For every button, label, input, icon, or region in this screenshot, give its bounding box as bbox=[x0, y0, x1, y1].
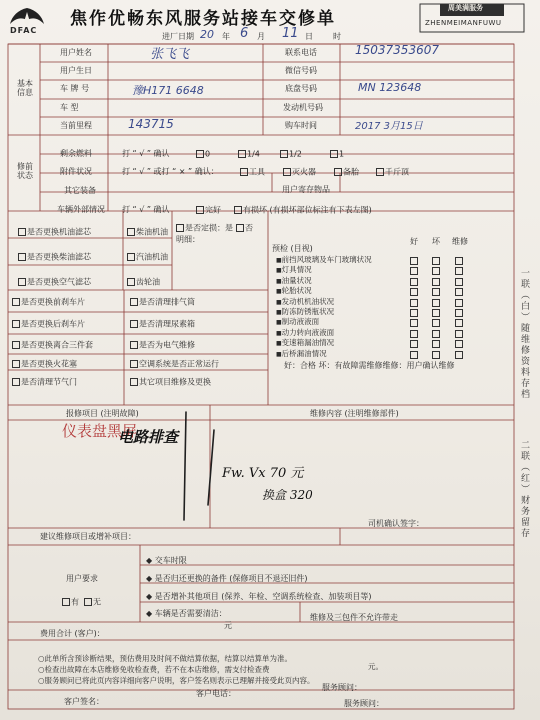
bullet-icon: ■ bbox=[276, 298, 282, 306]
bullet-icon: ■ bbox=[276, 288, 282, 296]
purchase-value: 2017 3月15日 bbox=[355, 121, 423, 132]
date-label: 进厂日期 bbox=[162, 32, 194, 41]
user-name-label: 用户姓名 bbox=[60, 48, 92, 57]
precheck-good-checkbox[interactable] bbox=[410, 340, 418, 348]
req-clean: ◆ 车辆是否需要清洁： bbox=[146, 609, 227, 618]
precheck-good-checkbox[interactable] bbox=[410, 299, 418, 307]
accessory-option-spare-tire[interactable]: 备胎 bbox=[334, 168, 359, 177]
precheck-item-label: 动力转向液液面 bbox=[281, 327, 335, 337]
option-spark-plug[interactable]: 是否更换火花塞 bbox=[12, 360, 77, 369]
precheck-item-label: 轮胎状况 bbox=[281, 286, 312, 296]
accessory-option-jack[interactable]: 千斤顶 bbox=[376, 168, 409, 177]
bullet-icon: ■ bbox=[276, 329, 282, 337]
precheck-item bbox=[276, 318, 319, 327]
date-day-unit: 日 bbox=[305, 32, 313, 41]
precheck-title: 预检 (目视) bbox=[272, 244, 313, 253]
precheck-col-good: 好 bbox=[410, 237, 418, 246]
logo-text: DFAC bbox=[10, 26, 38, 35]
precheck-good-checkbox[interactable] bbox=[410, 278, 418, 286]
condition-section-label: 修前状态 bbox=[17, 162, 33, 180]
req-deadline: ◆ 交车时限 bbox=[146, 556, 187, 565]
precheck-good-checkbox[interactable] bbox=[410, 309, 418, 317]
form-title: 焦作优畅东风服务站接车交修单 bbox=[70, 9, 336, 29]
option-front-brake[interactable]: 是否更换前刹车片 bbox=[12, 298, 85, 307]
precheck-item-label: 后桥漏油情况 bbox=[281, 348, 327, 358]
written-fee-2: 换盒 320 bbox=[262, 488, 313, 502]
req-return-parts: ◆ 是否归还更换的备件 (保修项目不退还旧件) bbox=[146, 574, 308, 583]
precheck-item bbox=[276, 298, 334, 307]
req-yes[interactable]: 有 bbox=[62, 598, 79, 607]
fixed-loss-label[interactable]: 是否定损：是 否 bbox=[176, 224, 253, 233]
engine-label: 发动机号码 bbox=[283, 103, 323, 112]
model-label: 车 型 bbox=[60, 103, 79, 112]
precheck-repair-checkbox[interactable] bbox=[455, 319, 463, 327]
user-name-value: 张飞飞 bbox=[150, 47, 190, 62]
mileage-label: 当前里程 bbox=[60, 121, 92, 130]
chassis-label: 底盘号码 bbox=[285, 84, 317, 93]
precheck-bad-checkbox[interactable] bbox=[432, 299, 440, 307]
fault-written: 仪表盘黑屏 bbox=[62, 422, 138, 440]
stamp-sub: ZHENMEIMANFUWU bbox=[425, 19, 502, 27]
adviser-label-2: 服务顾问： bbox=[344, 699, 384, 708]
precheck-good-checkbox[interactable] bbox=[410, 330, 418, 338]
precheck-bad-checkbox[interactable] bbox=[432, 351, 440, 359]
customer-phone-label: 客户电话： bbox=[196, 689, 236, 698]
req-no[interactable]: 无 bbox=[84, 598, 101, 607]
precheck-item-label: 灯具情况 bbox=[281, 265, 312, 275]
precheck-item-label: 前挡风玻璃及车门玻璃状况 bbox=[281, 255, 372, 264]
date-month-value: 6 bbox=[240, 26, 249, 41]
plate-value: 豫H171 6648 bbox=[132, 84, 204, 97]
oil-diesel[interactable]: 柴油机油 bbox=[127, 228, 168, 237]
bullet-icon: ■ bbox=[276, 277, 282, 285]
bullet-icon: ■ bbox=[276, 340, 282, 348]
mileage-value: 143715 bbox=[128, 117, 174, 131]
written-fee-1: Fw. Vx 70 元 bbox=[222, 466, 304, 481]
accessory-option-tools[interactable]: 工具 bbox=[240, 168, 265, 177]
phone-value: 15037353607 bbox=[355, 43, 439, 57]
bullet-icon: ■ bbox=[276, 267, 282, 275]
option-other[interactable]: 其它项目维修及更换 bbox=[130, 378, 211, 387]
precheck-footer: 好：合格 坏：有故障需维修维修：用户确认维修 bbox=[284, 361, 455, 370]
exterior-text: 打 “ √ ” 确认 bbox=[122, 205, 170, 214]
fuel-label: 剩余燃料 bbox=[60, 149, 92, 158]
precheck-repair-checkbox[interactable] bbox=[455, 267, 463, 275]
note-2-unit: 元。 bbox=[368, 662, 383, 671]
precheck-item bbox=[276, 308, 334, 317]
date-year-value: 20 bbox=[200, 28, 214, 41]
precheck-good-checkbox[interactable] bbox=[410, 288, 418, 296]
option-electrical[interactable]: 是否为电气维修 bbox=[130, 341, 195, 350]
filter-oil[interactable]: 是否更换机油滤芯 bbox=[18, 228, 91, 237]
option-urea[interactable]: 是否清理尿素箱 bbox=[130, 320, 195, 329]
birthday-label: 用户生日 bbox=[60, 66, 92, 75]
precheck-repair-checkbox[interactable] bbox=[455, 257, 463, 265]
precheck-item bbox=[276, 256, 372, 265]
precheck-repair-checkbox[interactable] bbox=[455, 299, 463, 307]
exterior-option-damaged[interactable]: 有损坏 (有损坏部位标注有下表左图) bbox=[234, 206, 372, 215]
precheck-good-checkbox[interactable] bbox=[410, 267, 418, 275]
fuel-option-3[interactable]: 1 bbox=[330, 150, 344, 159]
description-label: 明细： bbox=[176, 235, 200, 244]
req-yuan: 元 bbox=[224, 621, 232, 630]
precheck-bad-checkbox[interactable] bbox=[432, 267, 440, 275]
customer-sign-label: 客户签名： bbox=[64, 697, 104, 706]
dfac-logo bbox=[6, 6, 48, 36]
bullet-icon: ■ bbox=[276, 319, 282, 327]
oil-gasoline[interactable]: 汽油机油 bbox=[127, 253, 168, 262]
precheck-item-label: 发动机机油状况 bbox=[281, 296, 335, 306]
precheck-item-label: 油量状况 bbox=[281, 275, 312, 285]
dongfeng-swallow-icon bbox=[6, 6, 48, 28]
exterior-option-ok[interactable]: 完好 bbox=[196, 206, 221, 215]
date-day-value: 11 bbox=[282, 26, 299, 41]
adviser-label: 服务顾问： bbox=[322, 683, 362, 692]
date-year-unit: 年 bbox=[222, 32, 230, 41]
precheck-repair-checkbox[interactable] bbox=[455, 309, 463, 317]
written-circuit-check: 电路排查 bbox=[118, 428, 179, 446]
date-time-unit: 时 bbox=[333, 32, 341, 41]
precheck-item-label: 变速箱漏油情况 bbox=[281, 338, 335, 348]
fault-label: 报修项目 (注明故障) bbox=[66, 409, 139, 418]
plate-label: 车 牌 号 bbox=[60, 84, 90, 93]
filter-diesel[interactable]: 是否更换柴油滤芯 bbox=[18, 253, 91, 262]
precheck-bad-checkbox[interactable] bbox=[432, 330, 440, 338]
precheck-bad-checkbox[interactable] bbox=[432, 340, 440, 348]
precheck-item bbox=[276, 287, 312, 296]
total-label: 费用合计 (客户)： bbox=[40, 629, 105, 638]
precheck-col-repair: 维修 bbox=[452, 237, 468, 246]
requirements-label: 用户要求 bbox=[66, 574, 98, 583]
fuel-option-2[interactable]: 1/2 bbox=[280, 150, 302, 159]
precheck-item bbox=[276, 266, 312, 275]
accessory-option-extinguisher[interactable]: 灭火器 bbox=[283, 168, 316, 177]
storage-label: 用户寄存物品 bbox=[282, 185, 330, 194]
option-rear-brake[interactable]: 是否更换后刹车片 bbox=[12, 320, 85, 329]
note-2: ○检查出故障在本店维修免收检查费，若不在本店维修，需支付检查费 bbox=[38, 665, 270, 674]
phone-label: 联系电话 bbox=[285, 48, 317, 57]
precheck-good-checkbox[interactable] bbox=[410, 257, 418, 265]
precheck-bad-checkbox[interactable] bbox=[432, 257, 440, 265]
accessory-label: 附件状况 bbox=[60, 167, 92, 176]
stamp-text: 周美满服务 bbox=[448, 4, 483, 12]
other-equipment-label: 其它装备 bbox=[64, 186, 96, 195]
option-exhaust[interactable]: 是否清理排气筒 bbox=[130, 298, 195, 307]
precheck-good-checkbox[interactable] bbox=[410, 319, 418, 327]
wechat-label: 微信号码 bbox=[285, 66, 317, 75]
precheck-good-checkbox[interactable] bbox=[410, 351, 418, 359]
basic-section-label: 基本信息 bbox=[17, 79, 33, 97]
precheck-item-label: 防冻防锈瓶状况 bbox=[281, 307, 335, 316]
note-1: ○此单所含预诊断结果，预估费用及时间不做结算依据，结算以结算单为准。 bbox=[38, 654, 293, 663]
accessory-text: 打 “ √ ” 或打 “ × ” 确认： bbox=[122, 167, 219, 176]
warranty-note: 维修及三包件不允许带走 bbox=[310, 613, 398, 622]
option-clutch[interactable]: 是否更换离合三件套 bbox=[12, 341, 93, 350]
precheck-col-bad: 坏 bbox=[432, 237, 440, 246]
option-throttle[interactable]: 是否清理节气门 bbox=[12, 378, 77, 387]
fuel-text: 打 “ √ ” 确认 bbox=[122, 149, 170, 158]
precheck-repair-checkbox[interactable] bbox=[455, 330, 463, 338]
note-3: ○服务顾问已将此页内容详细向客户说明，客户签名则表示已理解并接受此页内容。 bbox=[38, 676, 315, 685]
precheck-bad-checkbox[interactable] bbox=[432, 288, 440, 296]
precheck-repair-checkbox[interactable] bbox=[455, 278, 463, 286]
precheck-bad-checkbox[interactable] bbox=[432, 309, 440, 317]
oil-gear[interactable]: 齿轮油 bbox=[127, 278, 160, 287]
side-copy-2: 二联（红）财务留存 bbox=[519, 440, 529, 539]
precheck-item bbox=[276, 339, 334, 348]
option-ac[interactable]: 空调系统是否正常运行 bbox=[130, 360, 219, 369]
precheck-bad-checkbox[interactable] bbox=[432, 319, 440, 327]
chassis-value: MN 123648 bbox=[358, 81, 422, 94]
purchase-label: 购车时间 bbox=[285, 121, 317, 130]
driver-sign-label: 司机确认签字： bbox=[368, 519, 424, 528]
precheck-item-label: 制动液液面 bbox=[281, 317, 320, 327]
exterior-label: 车辆外部情况 bbox=[57, 205, 105, 214]
side-copy-1: 一联（白）随维修资料存档 bbox=[519, 268, 529, 400]
bullet-icon: ■ bbox=[276, 309, 282, 316]
bullet-icon: ■ bbox=[276, 350, 282, 358]
precheck-item bbox=[276, 277, 312, 286]
fuel-option-0[interactable]: 0 bbox=[196, 150, 210, 159]
fuel-option-1[interactable]: 1/4 bbox=[238, 150, 260, 159]
precheck-repair-checkbox[interactable] bbox=[455, 340, 463, 348]
bullet-icon: ■ bbox=[276, 257, 282, 264]
precheck-item bbox=[276, 329, 334, 338]
precheck-repair-checkbox[interactable] bbox=[455, 351, 463, 359]
req-add-items: ◆ 是否增补其他项目 (保养、年检、空调系统检查、加装项目等) bbox=[146, 592, 372, 601]
filter-air[interactable]: 是否更换空气滤芯 bbox=[18, 278, 91, 287]
suggest-label: 建议维修项目或增补项目： bbox=[40, 532, 136, 541]
precheck-bad-checkbox[interactable] bbox=[432, 278, 440, 286]
date-month-unit: 月 bbox=[257, 32, 265, 41]
precheck-repair-checkbox[interactable] bbox=[455, 288, 463, 296]
precheck-item bbox=[276, 350, 327, 359]
content-label: 维修内容 (注明维修部件) bbox=[310, 409, 399, 418]
